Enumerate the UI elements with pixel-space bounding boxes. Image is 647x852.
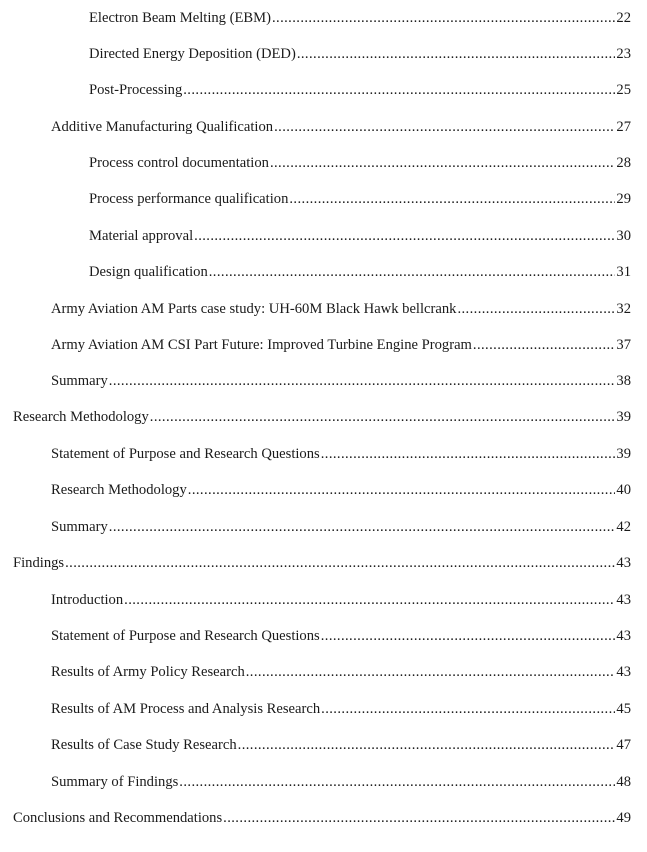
toc-entry-title: Army Aviation AM Parts case study: UH-60M Black Hawk bellcrank — [51, 301, 457, 317]
toc-entry-title: Results of Case Study Research — [51, 737, 237, 753]
toc-entry-design-qualification[interactable] — [89, 262, 631, 282]
toc-dot-leader — [108, 371, 615, 391]
toc-entry-title: Summary — [51, 373, 108, 389]
toc-dot-leader — [182, 80, 615, 100]
toc-entry-page: 22 — [616, 10, 631, 26]
toc-entry-page: 39 — [616, 446, 631, 462]
toc-entry-title: Electron Beam Melting (EBM) — [89, 10, 271, 26]
toc-entry-title: Summary — [51, 519, 108, 535]
toc-entry-page: 47 — [616, 737, 631, 753]
toc-entry-page: 28 — [616, 155, 631, 171]
toc-entry-page: 43 — [616, 555, 631, 571]
toc-dot-leader — [108, 517, 615, 537]
toc-entry-findings-chapter[interactable] — [13, 553, 631, 573]
toc-entry-process-control-documentation[interactable] — [89, 153, 631, 173]
toc-entry-process-performance-qualification[interactable] — [89, 189, 631, 209]
toc-entry-page: 37 — [616, 337, 631, 353]
toc-entry-page: 43 — [616, 628, 631, 644]
toc-entry-page: 27 — [616, 119, 631, 135]
toc-entry-am-qualification[interactable] — [51, 117, 631, 137]
toc-dot-leader — [64, 553, 615, 573]
toc-entry-am-process-results[interactable] — [51, 699, 631, 719]
toc-dot-leader — [245, 662, 615, 682]
toc-entry-title: Summary of Findings — [51, 774, 179, 790]
toc-entry-title: Process performance qualification — [89, 191, 289, 207]
toc-dot-leader — [296, 44, 615, 64]
toc-dot-leader — [208, 262, 615, 282]
toc-entry-conclusions-chapter[interactable] — [13, 808, 631, 828]
toc-entry-page: 43 — [616, 592, 631, 608]
toc-entry-summary-of-findings[interactable] — [51, 772, 631, 792]
toc-entry-title: Results of Army Policy Research — [51, 664, 245, 680]
toc-entry-title: Statement of Purpose and Research Questions — [51, 446, 320, 462]
toc-entry-research-methodology-chapter[interactable] — [13, 407, 631, 427]
toc-entry-introduction[interactable] — [51, 590, 631, 610]
toc-entry-material-approval[interactable] — [89, 226, 631, 246]
toc-entry-case-study-results[interactable] — [51, 735, 631, 755]
toc-entry-page: 39 — [616, 409, 631, 425]
toc-entry-title: Army Aviation AM CSI Part Future: Improved Turbine Engine Program — [51, 337, 472, 353]
toc-dot-leader — [472, 335, 615, 355]
toc-entry-title: Design qualification — [89, 264, 208, 280]
toc-entry-summary[interactable] — [51, 371, 631, 391]
toc-entry-page: 43 — [616, 664, 631, 680]
toc-entry-title: Research Methodology — [13, 409, 149, 425]
toc-entry-improved-turbine-engine[interactable] — [51, 335, 631, 355]
toc-entry-page: 30 — [616, 228, 631, 244]
toc-entry-title: Material approval — [89, 228, 194, 244]
toc-dot-leader — [187, 480, 615, 500]
toc-entry-army-policy-results[interactable] — [51, 662, 631, 682]
toc-entry-title: Findings — [13, 555, 65, 571]
toc-dot-leader — [222, 808, 615, 828]
toc-entry-post-processing[interactable] — [89, 80, 631, 100]
toc-entry-title: Introduction — [51, 592, 124, 608]
toc-entry-title: Directed Energy Deposition (DED) — [89, 46, 296, 62]
toc-dot-leader — [320, 699, 615, 719]
toc-entry-title: Research Methodology — [51, 482, 187, 498]
toc-entry-page: 23 — [616, 46, 631, 62]
toc-dot-leader — [320, 626, 615, 646]
toc-entry-title: Results of AM Process and Analysis Research — [51, 701, 321, 717]
toc-entry-statement-of-purpose[interactable] — [51, 626, 631, 646]
toc-entry-page: 32 — [616, 301, 631, 317]
toc-entry-page: 48 — [616, 774, 631, 790]
toc-dot-leader — [273, 117, 615, 137]
toc-dot-leader — [456, 299, 615, 319]
toc-entry-page: 29 — [616, 191, 631, 207]
toc-entry-research-methodology[interactable] — [51, 480, 631, 500]
toc-entry-page: 42 — [616, 519, 631, 535]
toc-entry-page: 38 — [616, 373, 631, 389]
toc-entry-title: Conclusions and Recommendations — [13, 810, 223, 826]
toc-dot-leader — [320, 444, 615, 464]
toc-entry-title: Additive Manufacturing Qualification — [51, 119, 274, 135]
toc-entry-page: 40 — [616, 482, 631, 498]
toc-entry-page: 49 — [616, 810, 631, 826]
toc-dot-leader — [237, 735, 615, 755]
toc-entry-statement-of-purpose[interactable] — [51, 444, 631, 464]
toc-dot-leader — [149, 407, 615, 427]
toc-entry-summary[interactable] — [51, 517, 631, 537]
toc-entry-black-hawk-case-study[interactable] — [51, 299, 631, 319]
toc-entry-page: 25 — [616, 82, 631, 98]
toc-entry-title: Post-Processing — [89, 82, 183, 98]
toc-entry-ded[interactable] — [89, 44, 631, 64]
toc-dot-leader — [269, 153, 615, 173]
toc-entry-page: 45 — [616, 701, 631, 717]
toc-dot-leader — [123, 590, 615, 610]
toc-dot-leader — [178, 772, 615, 792]
toc-entry-ebm[interactable] — [89, 8, 631, 28]
toc-entry-page: 31 — [616, 264, 631, 280]
toc-entry-title: Statement of Purpose and Research Questions — [51, 628, 320, 644]
toc-dot-leader — [288, 189, 615, 209]
toc-dot-leader — [271, 8, 615, 28]
toc-dot-leader — [193, 226, 615, 246]
toc-entry-title: Process control documentation — [89, 155, 269, 171]
